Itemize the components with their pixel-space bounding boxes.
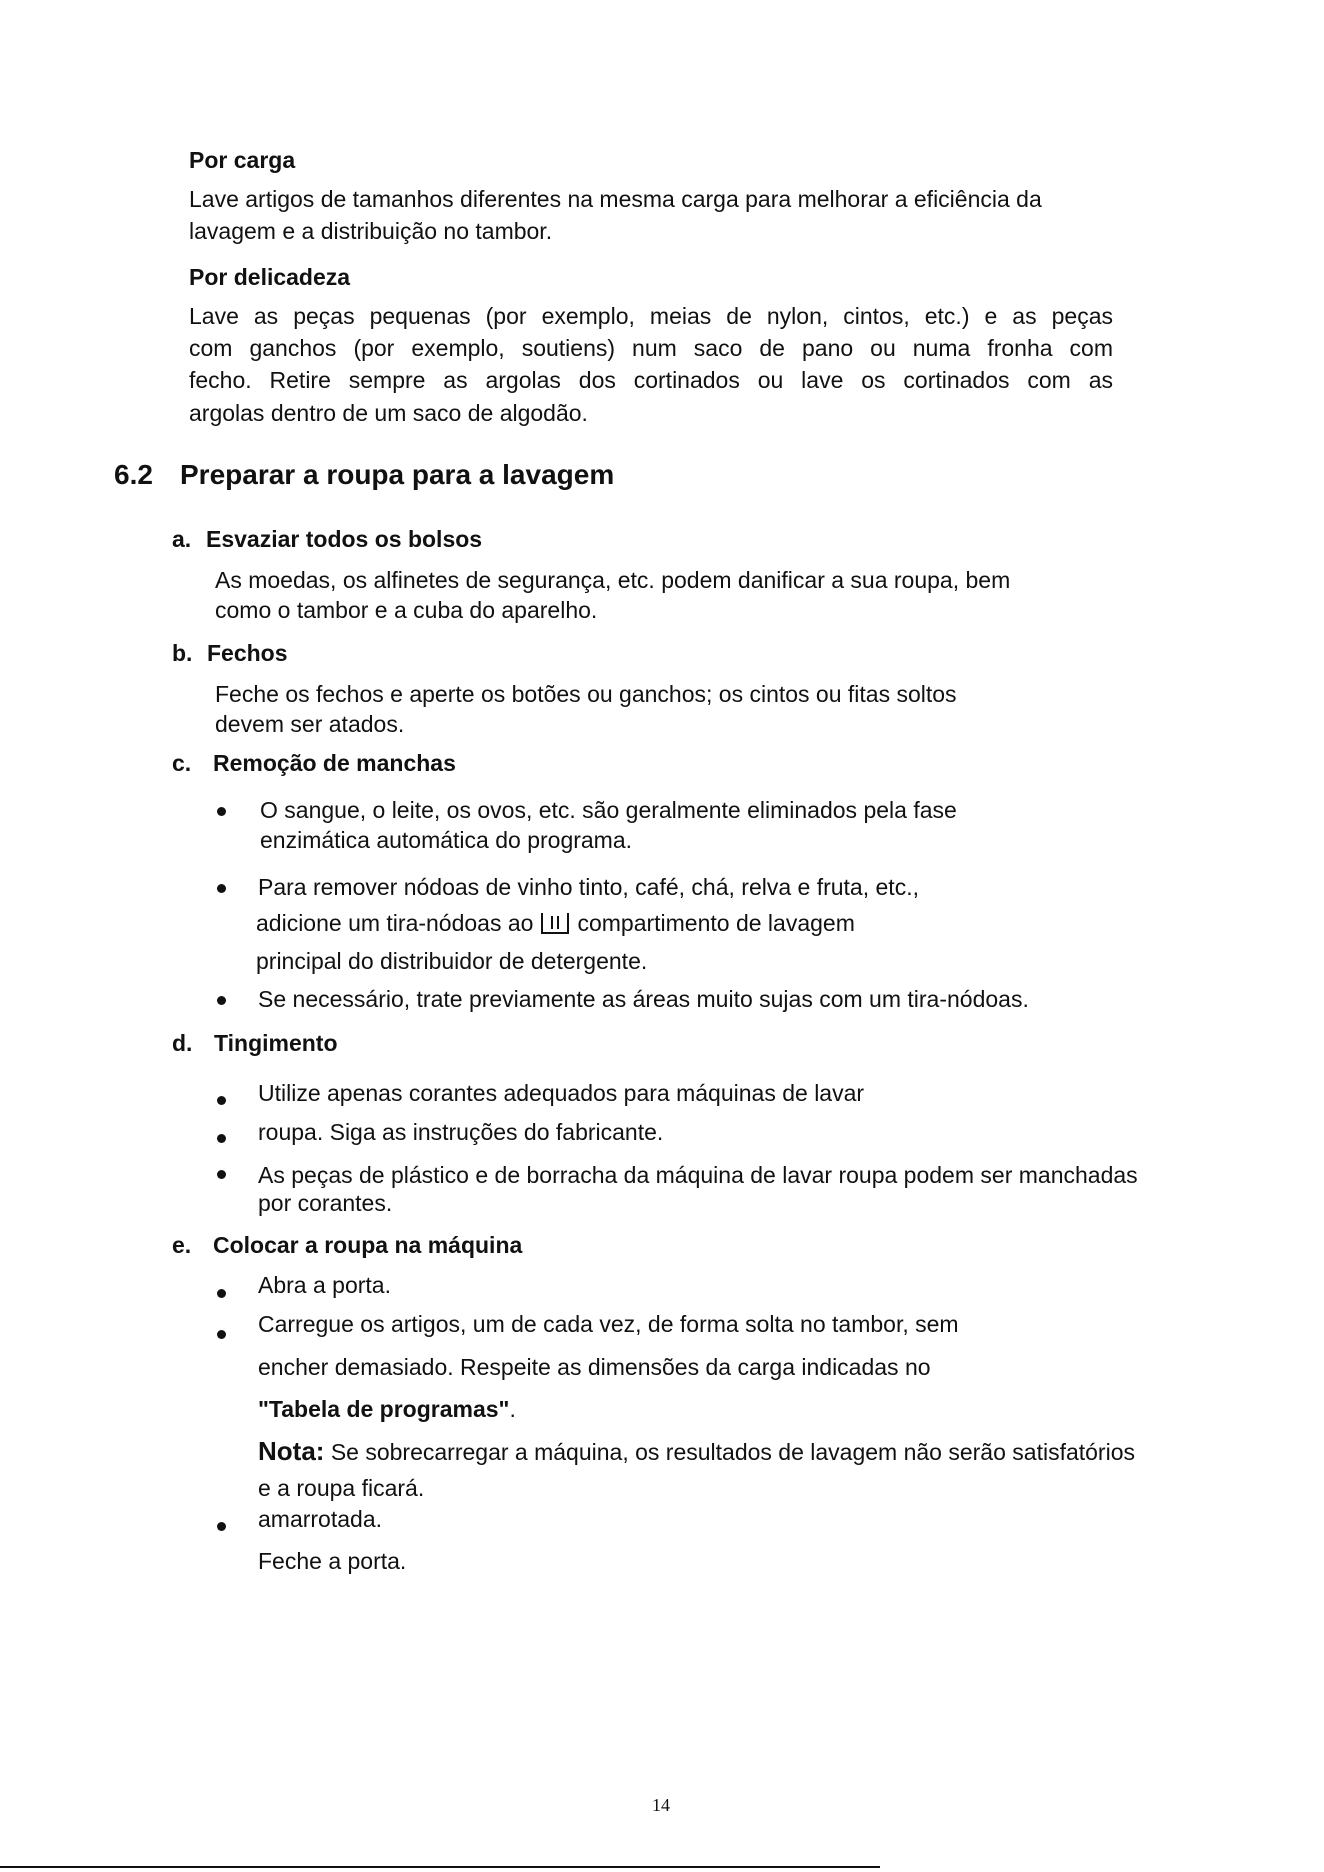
item-d-bullet3-line-2: por corantes.: [258, 1190, 393, 1216]
bullet: [217, 1134, 226, 1143]
item-d-bullet2: roupa. Siga as instruções do fabricante.: [258, 1119, 664, 1145]
program-table-reference: "Tabela de programas": [258, 1396, 510, 1422]
bullet: [217, 1096, 226, 1105]
item-c-bullet2-line-1: Para remover nódoas de vinho tinto, café, chá, relva e fruta, etc.,: [258, 874, 919, 900]
item-e-last-line: Feche a porta.: [258, 1548, 407, 1574]
item-b-line-1: Feche os fechos e aperte os botões ou ganchos; os cintos ou fitas soltos: [215, 681, 957, 707]
por-carga-line-1: Lave artigos de tamanhos diferentes na mesma carga para melhorar a eficiência da: [189, 186, 1042, 212]
item-a-line-2: como o tambor e a cuba do aparelho.: [215, 597, 598, 623]
item-c-bullet2-line-2-post: compartimento de lavagem: [577, 910, 855, 936]
bullet: [217, 1170, 226, 1179]
bullet: [217, 1522, 226, 1531]
item-e-bullet2-line-3-tail: .: [509, 1396, 516, 1422]
item-c-bullet3: Se necessário, trate previamente as áreas muito sujas com um tira-nódoas.: [258, 986, 1029, 1012]
item-e-letter: e.: [172, 1232, 192, 1258]
section-title: Preparar a roupa para a lavagem: [180, 459, 615, 490]
item-b-letter: b.: [172, 640, 193, 666]
por-delicadeza-line-2: com ganchos (por exemplo, soutiens) num saco de pano ou numa fronha com: [189, 335, 1113, 361]
item-e-note-line-2: e a roupa ficará.: [258, 1475, 425, 1501]
por-carga-title: Por carga: [189, 147, 296, 173]
item-b-line-2: devem ser atados.: [215, 711, 405, 737]
item-d-title: Tingimento: [214, 1030, 338, 1056]
item-e-bullet2-line-2: encher demasiado. Respeite as dimensões da carga indicadas no: [258, 1354, 931, 1380]
item-a-letter: a.: [172, 526, 192, 552]
main-wash-compartment-icon: [541, 912, 569, 934]
item-e-title: Colocar a roupa na máquina: [213, 1232, 523, 1258]
bullet: [217, 996, 226, 1005]
item-c-bullet2-line-2-pre: adicione um tira-nódoas ao: [256, 910, 534, 936]
item-c-title: Remoção de manchas: [213, 750, 456, 776]
section-number: 6.2: [114, 459, 153, 490]
item-e-bullet2-line-3: [258, 1396, 516, 1422]
page-number: 14: [652, 1795, 670, 1815]
por-delicadeza-line-4: argolas dentro de um saco de algodão.: [189, 400, 588, 426]
note-label: Nota:: [258, 1436, 325, 1466]
bullet: [217, 884, 226, 893]
item-e-bullet2-line-1: Carregue os artigos, um de cada vez, de forma solta no tambor, sem: [258, 1311, 959, 1337]
item-d-letter: d.: [172, 1030, 193, 1056]
item-d-bullet1: Utilize apenas corantes adequados para máquinas de lavar: [258, 1080, 865, 1106]
item-a-line-1: As moedas, os alfinetes de segurança, etc. podem danificar a sua roupa, bem: [215, 567, 1011, 593]
bullet: [217, 1289, 226, 1298]
item-e-bullet3: amarrotada.: [258, 1506, 383, 1532]
item-d-bullet3-line-1: As peças de plástico e de borracha da máquina de lavar roupa podem ser manchadas: [258, 1162, 1138, 1188]
item-c-letter: c.: [172, 750, 192, 776]
note-text: Se sobrecarregar a máquina, os resultados de lavagem não serão satisfatórios: [330, 1439, 1135, 1465]
bullet: [217, 807, 226, 816]
item-c-bullet1-line-2: enzimática automática do programa.: [260, 827, 633, 853]
item-e-bullet1: Abra a porta.: [258, 1272, 391, 1298]
item-a-title: Esvaziar todos os bolsos: [206, 526, 483, 552]
item-c-bullet1-line-1: O sangue, o leite, os ovos, etc. são geralmente eliminados pela fase: [260, 797, 957, 823]
por-delicadeza-line-1: Lave as peças pequenas (por exemplo, meias de nylon, cintos, etc.) e as peças: [189, 303, 1113, 329]
por-delicadeza-title: Por delicadeza: [189, 264, 351, 290]
item-e-note: [258, 1438, 1135, 1465]
por-delicadeza-line-3: fecho. Retire sempre as argolas dos cortinados ou lave os cortinados com as: [189, 367, 1113, 393]
item-c-bullet2-line-3: principal do distribuidor de detergente.: [256, 948, 648, 974]
item-b-title: Fechos: [207, 640, 288, 666]
por-carga-line-2: lavagem e a distribuição no tambor.: [189, 218, 553, 244]
bullet: [217, 1330, 226, 1339]
footer-rule: [0, 1866, 880, 1868]
item-c-bullet2-line-2: [256, 910, 855, 936]
